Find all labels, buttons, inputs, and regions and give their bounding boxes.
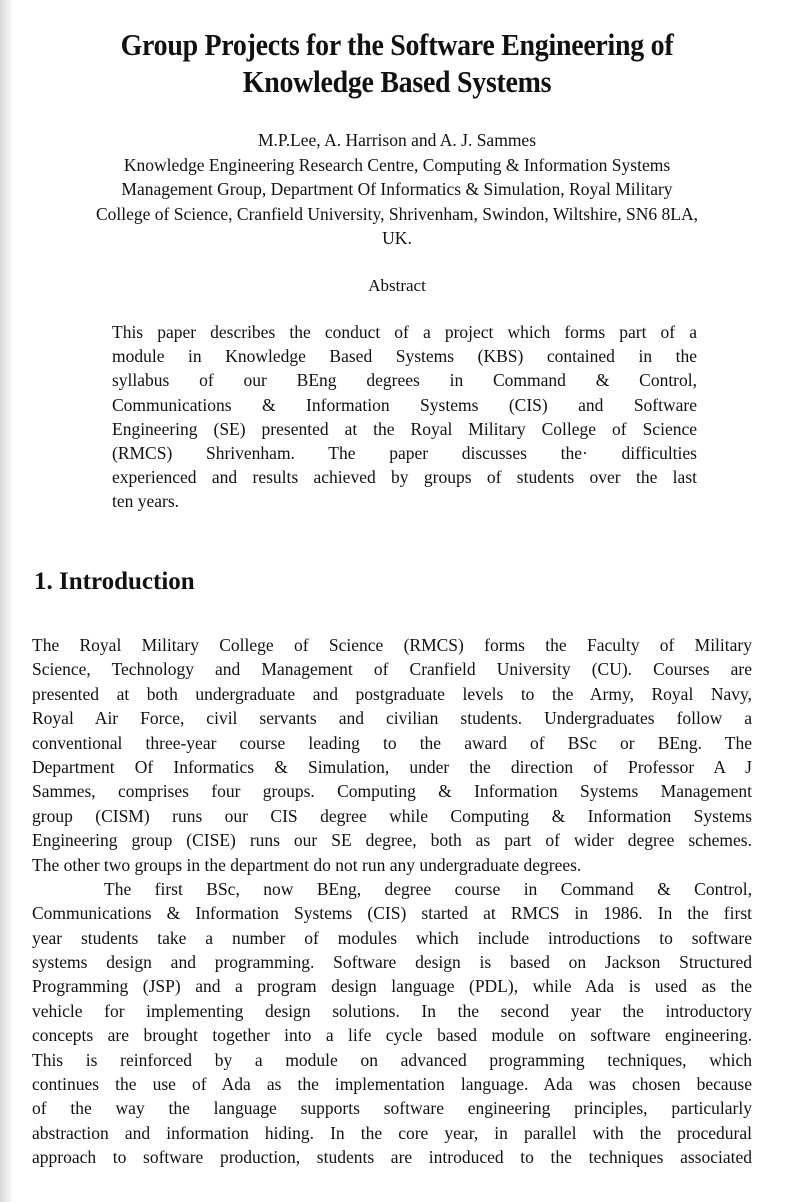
abstract-line: ten years. (112, 491, 180, 512)
body-line: of the way the language supports software engineering principles, particularly (32, 1098, 752, 1119)
section-heading: 1. Introduction (34, 568, 195, 595)
introduction-body (32, 633, 752, 1170)
body-line: The first BSc, now BEng, degree course in Command & Control, (104, 878, 752, 899)
body-line: Sammes, comprises four groups. Computing & Information Systems Management (32, 781, 752, 802)
abstract-line: Communications & Information Systems (CIS) and Software (112, 394, 697, 415)
body-line: vehicle for implementing design solutions. In the second year the introductory (32, 1000, 752, 1021)
abstract-line: experienced and results achieved by groups of students over the last (112, 467, 697, 488)
body-line: Engineering group (CISE) runs our SE degree, both as part of wider degree schemes. (32, 830, 752, 851)
body-line: approach to software production, students are introduced to the techniques associated (32, 1147, 752, 1168)
author-block (0, 128, 794, 251)
authors: M.P.Lee, A. Harrison and A. J. Sammes (257, 130, 537, 150)
abstract-line: syllabus of our BEng degrees in Command & Control, (112, 370, 697, 391)
body-line: Communications & Information Systems (CIS) started at RMCS in 1986. In the first (32, 903, 752, 924)
body-line: systems design and programming. Software design is based on Jackson Structured (32, 952, 752, 973)
body-line: Department Of Informatics & Simulation, under the direction of Professor A J (32, 756, 752, 777)
body-line: continues the use of Ada as the implementation language. Ada was chosen because (32, 1074, 752, 1095)
title-line: Group Projects for the Software Engineering of (120, 27, 674, 62)
affiliation-line: Knowledge Engineering Research Centre, Computing & Information Systems (123, 154, 671, 175)
body-line: Programming (JSP) and a program design language (PDL), while Ada is used as the (32, 976, 752, 997)
abstract-line: (RMCS) Shrivenham. The paper discusses the· difficulties (112, 442, 697, 463)
body-line: abstraction and information hiding. In the core year, in parallel with the procedural (32, 1122, 752, 1143)
body-line: year students take a number of modules which include introductions to software (32, 927, 752, 948)
body-line: concepts are brought together into a life cycle based module on software engineering. (32, 1025, 752, 1046)
body-line: This is reinforced by a module on advanced programming techniques, which (32, 1049, 752, 1070)
affiliation-line: College of Science, Cranfield University, Shrivenham, Swindon, Wiltshire, SN6 8LA, (96, 203, 698, 224)
abstract-line: module in Knowledge Based Systems (KBS) contained in the (112, 346, 697, 367)
abstract-body (112, 320, 697, 514)
body-line: The Royal Military College of Science (RMCS) forms the Faculty of Military (32, 635, 752, 655)
body-line: presented at both undergraduate and postgraduate levels to the Army, Royal Navy, (32, 683, 752, 704)
abstract-line: Engineering (SE) presented at the Royal Military College of Science (112, 418, 697, 439)
affiliation-line: UK. (382, 228, 412, 248)
affiliation-line: Management Group, Department Of Informatics & Simulation, Royal Military (121, 179, 673, 199)
abstract-heading: Abstract (368, 276, 426, 295)
abstract-line: This paper describes the conduct of a project which forms part of a (112, 322, 697, 342)
body-line: The other two groups in the department do not run any undergraduate degrees. (32, 854, 582, 875)
body-line: Royal Air Force, civil servants and civilian students. Undergraduates follow a (32, 708, 752, 729)
paper-title (40, 26, 755, 100)
body-line: conventional three-year course leading to the award of BSc or BEng. The (32, 732, 752, 753)
body-line: group (CISM) runs our CIS degree while Computing & Information Systems (32, 805, 752, 826)
title-line: Knowledge Based Systems (242, 64, 552, 99)
body-line: Science, Technology and Management of Cranfield University (CU). Courses are (32, 659, 752, 680)
